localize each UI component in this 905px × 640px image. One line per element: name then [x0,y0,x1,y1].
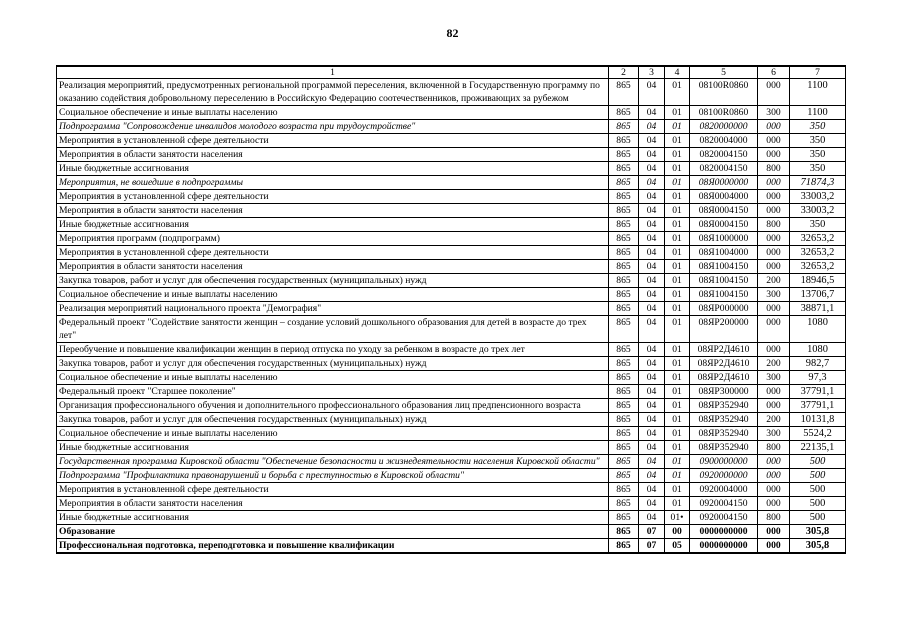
ministry-code-cell: 865 [609,525,639,539]
ministry-code-cell: 865 [609,79,639,106]
section-code-cell: 07 [639,525,665,539]
expense-type-code-cell: 000 [758,483,790,497]
amount-cell: 1100 [790,106,846,120]
target-article-code-cell: 08ЯР200000 [690,316,758,343]
target-article-code-cell: 0900000000 [690,455,758,469]
target-article-code-cell: 08Я0004150 [690,204,758,218]
section-code-cell: 04 [639,483,665,497]
table-row [57,441,846,455]
item-name-cell: Закупка товаров, работ и услуг для обеспечения государственных (муниципальных) нужд [57,357,609,371]
item-name-cell: Мероприятия программ (подпрограмм) [57,232,609,246]
section-code-cell: 04 [639,385,665,399]
column-header: 3 [639,66,665,79]
section-code-cell: 04 [639,190,665,204]
expense-type-code-cell: 000 [758,525,790,539]
page-number: 82 [446,26,459,40]
expense-type-code-cell: 000 [758,176,790,190]
subsection-code-cell: 01 [665,176,690,190]
item-name-cell: Социальное обеспечение и иные выплаты населению [57,288,609,302]
subsection-code-cell: 01• [665,511,690,525]
amount-cell: 500 [790,511,846,525]
section-code-cell: 04 [639,343,665,357]
expense-type-code-cell: 000 [758,399,790,413]
subsection-code-cell: 00 [665,525,690,539]
item-name-cell: Иные бюджетные ассигнования [57,511,609,525]
item-name-cell: Мероприятия в установленной сфере деятельности [57,134,609,148]
column-header: 1 [57,66,609,79]
section-code-cell: 04 [639,288,665,302]
item-name-cell: Реализация мероприятий национального проекта "Демография" [57,302,609,316]
table-row [57,246,846,260]
target-article-code-cell: 08ЯР352940 [690,399,758,413]
item-name-cell: Социальное обеспечение и иные выплаты населению [57,427,609,441]
budget-table [56,65,846,554]
section-code-cell: 04 [639,357,665,371]
item-name-cell: Образование [57,525,609,539]
column-header: 4 [665,66,690,79]
amount-cell: 350 [790,148,846,162]
ministry-code-cell: 865 [609,399,639,413]
table-row [57,204,846,218]
ministry-code-cell: 865 [609,511,639,525]
target-article-code-cell: 0000000000 [690,525,758,539]
table-row [57,316,846,343]
item-name-cell: Реализация мероприятий, предусмотренных региональной программой переселения, включенной в Государственную программу по оказанию содействия добровольному переселению в Российскую Федерацию соотечественников, проживающих за рубежом [57,79,609,106]
section-code-cell: 04 [639,162,665,176]
item-name-cell: Федеральный проект "Старшее поколение" [57,385,609,399]
section-code-cell: 04 [639,134,665,148]
ministry-code-cell: 865 [609,316,639,343]
table-row [57,399,846,413]
section-code-cell: 04 [639,274,665,288]
subsection-code-cell: 01 [665,302,690,316]
table-row [57,190,846,204]
section-code-cell: 04 [639,106,665,120]
expense-type-code-cell: 000 [758,232,790,246]
column-header: 6 [758,66,790,79]
target-article-code-cell: 0820000000 [690,120,758,134]
item-name-cell: Закупка товаров, работ и услуг для обеспечения государственных (муниципальных) нужд [57,413,609,427]
amount-cell: 13706,7 [790,288,846,302]
amount-cell: 97,3 [790,371,846,385]
amount-cell: 22135,1 [790,441,846,455]
amount-cell: 500 [790,497,846,511]
subsection-code-cell: 01 [665,246,690,260]
target-article-code-cell: 08ЯР2Д4610 [690,343,758,357]
target-article-code-cell: 08Я1000000 [690,232,758,246]
expense-type-code-cell: 000 [758,497,790,511]
section-code-cell: 04 [639,316,665,343]
section-code-cell: 04 [639,469,665,483]
subsection-code-cell: 01 [665,134,690,148]
item-name-cell: Профессиональная подготовка, переподготовка и повышение квалификации [57,539,609,554]
section-code-cell: 04 [639,441,665,455]
target-article-code-cell: 08100R0860 [690,79,758,106]
table-row [57,413,846,427]
table-row [57,511,846,525]
column-header: 5 [690,66,758,79]
amount-cell: 500 [790,483,846,497]
target-article-code-cell: 08Я1004000 [690,246,758,260]
section-code-cell: 04 [639,427,665,441]
ministry-code-cell: 865 [609,134,639,148]
target-article-code-cell: 0920004150 [690,497,758,511]
table-row [57,302,846,316]
target-article-code-cell: 08Я1004150 [690,260,758,274]
target-article-code-cell: 08Я1004150 [690,274,758,288]
subsection-code-cell: 05 [665,539,690,554]
ministry-code-cell: 865 [609,343,639,357]
table-header-row [57,66,846,79]
subsection-code-cell: 01 [665,316,690,343]
expense-type-code-cell: 000 [758,190,790,204]
amount-cell: 350 [790,120,846,134]
target-article-code-cell: 08ЯР000000 [690,302,758,316]
expense-type-code-cell: 300 [758,427,790,441]
table-row [57,288,846,302]
table-row [57,385,846,399]
subsection-code-cell: 01 [665,469,690,483]
item-name-cell: Социальное обеспечение и иные выплаты населению [57,106,609,120]
target-article-code-cell: 08ЯР352940 [690,413,758,427]
item-name-cell: Мероприятия в установленной сфере деятельности [57,483,609,497]
section-code-cell: 04 [639,176,665,190]
expense-type-code-cell: 000 [758,302,790,316]
section-code-cell: 04 [639,79,665,106]
table-row [57,162,846,176]
ministry-code-cell: 865 [609,469,639,483]
ministry-code-cell: 865 [609,274,639,288]
subsection-code-cell: 01 [665,483,690,497]
amount-cell: 500 [790,455,846,469]
target-article-code-cell: 08ЯР2Д4610 [690,371,758,385]
item-name-cell: Мероприятия в установленной сфере деятельности [57,190,609,204]
table-row [57,497,846,511]
ministry-code-cell: 865 [609,106,639,120]
section-code-cell: 04 [639,399,665,413]
subsection-code-cell: 01 [665,274,690,288]
ministry-code-cell: 865 [609,162,639,176]
amount-cell: 37791,1 [790,399,846,413]
expense-type-code-cell: 000 [758,316,790,343]
ministry-code-cell: 865 [609,190,639,204]
item-name-cell: Мероприятия в области занятости населения [57,148,609,162]
expense-type-code-cell: 000 [758,134,790,148]
section-code-cell: 04 [639,246,665,260]
target-article-code-cell: 0820004000 [690,134,758,148]
amount-cell: 32653,2 [790,260,846,274]
item-name-cell: Мероприятия в установленной сфере деятельности [57,246,609,260]
item-name-cell: Мероприятия в области занятости населения [57,204,609,218]
amount-cell: 32653,2 [790,232,846,246]
subsection-code-cell: 01 [665,162,690,176]
ministry-code-cell: 865 [609,232,639,246]
column-header: 2 [609,66,639,79]
amount-cell: 305,8 [790,525,846,539]
ministry-code-cell: 865 [609,427,639,441]
amount-cell: 33003,2 [790,204,846,218]
table-row [57,343,846,357]
subsection-code-cell: 01 [665,120,690,134]
expense-type-code-cell: 000 [758,204,790,218]
item-name-cell: Иные бюджетные ассигнования [57,218,609,232]
amount-cell: 38871,1 [790,302,846,316]
ministry-code-cell: 865 [609,413,639,427]
target-article-code-cell: 0820004150 [690,148,758,162]
target-article-code-cell: 0000000000 [690,539,758,554]
table-body [57,79,846,554]
subsection-code-cell: 01 [665,455,690,469]
table-row [57,106,846,120]
target-article-code-cell: 08ЯР352940 [690,441,758,455]
subsection-code-cell: 01 [665,399,690,413]
expense-type-code-cell: 300 [758,106,790,120]
subsection-code-cell: 01 [665,260,690,274]
target-article-code-cell: 08Я1004150 [690,288,758,302]
expense-type-code-cell: 000 [758,343,790,357]
ministry-code-cell: 865 [609,455,639,469]
table-row [57,148,846,162]
target-article-code-cell: 08ЯР2Д4610 [690,357,758,371]
item-name-cell: Мероприятия в области занятости населения [57,260,609,274]
amount-cell: 71874,3 [790,176,846,190]
target-article-code-cell: 08Я0000000 [690,176,758,190]
section-code-cell: 04 [639,260,665,274]
subsection-code-cell: 01 [665,288,690,302]
ministry-code-cell: 865 [609,371,639,385]
subsection-code-cell: 01 [665,371,690,385]
item-name-cell: Подпрограмма "Профилактика правонарушений и борьба с преступностью в Кировской области" [57,469,609,483]
section-code-cell: 04 [639,455,665,469]
target-article-code-cell: 0920004150 [690,511,758,525]
table-row [57,218,846,232]
item-name-cell: Мероприятия, не вошедшие в подпрограммы [57,176,609,190]
expense-type-code-cell: 000 [758,455,790,469]
subsection-code-cell: 01 [665,232,690,246]
ministry-code-cell: 865 [609,357,639,371]
amount-cell: 32653,2 [790,246,846,260]
expense-type-code-cell: 300 [758,288,790,302]
table-row [57,260,846,274]
section-code-cell: 04 [639,218,665,232]
column-header: 7 [790,66,846,79]
amount-cell: 1080 [790,343,846,357]
target-article-code-cell: 08Я0004150 [690,218,758,232]
expense-type-code-cell: 000 [758,246,790,260]
amount-cell: 305,8 [790,539,846,554]
section-code-cell: 04 [639,511,665,525]
ministry-code-cell: 865 [609,539,639,554]
subsection-code-cell: 01 [665,204,690,218]
amount-cell: 982,7 [790,357,846,371]
expense-type-code-cell: 000 [758,79,790,106]
target-article-code-cell: 0920000000 [690,469,758,483]
subsection-code-cell: 01 [665,413,690,427]
subsection-code-cell: 01 [665,218,690,232]
subsection-code-cell: 01 [665,106,690,120]
subsection-code-cell: 01 [665,497,690,511]
amount-cell: 350 [790,134,846,148]
amount-cell: 37791,1 [790,385,846,399]
table-row [57,483,846,497]
section-code-cell: 04 [639,413,665,427]
expense-type-code-cell: 000 [758,539,790,554]
target-article-code-cell: 0920004000 [690,483,758,497]
expense-type-code-cell: 000 [758,469,790,483]
section-code-cell: 04 [639,232,665,246]
table-row [57,357,846,371]
table-row [57,539,846,554]
subsection-code-cell: 01 [665,148,690,162]
expense-type-code-cell: 200 [758,274,790,288]
table-row [57,176,846,190]
subsection-code-cell: 01 [665,427,690,441]
item-name-cell: Закупка товаров, работ и услуг для обеспечения государственных (муниципальных) нужд [57,274,609,288]
target-article-code-cell: 08100R0860 [690,106,758,120]
amount-cell: 18946,5 [790,274,846,288]
subsection-code-cell: 01 [665,190,690,204]
item-name-cell: Иные бюджетные ассигнования [57,441,609,455]
ministry-code-cell: 865 [609,288,639,302]
item-name-cell: Государственная программа Кировской области "Обеспечение безопасности и жизнедеятельности населения Кировской области" [57,455,609,469]
ministry-code-cell: 865 [609,385,639,399]
amount-cell: 5524,2 [790,427,846,441]
amount-cell: 500 [790,469,846,483]
table-row [57,232,846,246]
ministry-code-cell: 865 [609,176,639,190]
item-name-cell: Подпрограмма "Сопровождение инвалидов молодого возраста при трудоустройстве" [57,120,609,134]
item-name-cell: Иные бюджетные ассигнования [57,162,609,176]
expense-type-code-cell: 800 [758,162,790,176]
subsection-code-cell: 01 [665,79,690,106]
item-name-cell: Федеральный проект "Содействие занятости женщин – создание условий дошкольного образования для детей в возрасте до трех лет" [57,316,609,343]
table-row [57,371,846,385]
ministry-code-cell: 865 [609,218,639,232]
table-row [57,274,846,288]
section-code-cell: 04 [639,497,665,511]
table-row [57,427,846,441]
expense-type-code-cell: 800 [758,441,790,455]
amount-cell: 350 [790,218,846,232]
table-row [57,79,846,106]
item-name-cell: Социальное обеспечение и иные выплаты населению [57,371,609,385]
expense-type-code-cell: 000 [758,120,790,134]
subsection-code-cell: 01 [665,385,690,399]
target-article-code-cell: 08Я0004000 [690,190,758,204]
item-name-cell: Организация профессионального обучения и дополнительного профессионального образования лиц предпенсионного возраста [57,399,609,413]
section-code-cell: 04 [639,120,665,134]
table-row [57,134,846,148]
ministry-code-cell: 865 [609,497,639,511]
amount-cell: 1080 [790,316,846,343]
table-row [57,455,846,469]
expense-type-code-cell: 200 [758,413,790,427]
target-article-code-cell: 08ЯР352940 [690,427,758,441]
subsection-code-cell: 01 [665,441,690,455]
section-code-cell: 04 [639,148,665,162]
expense-type-code-cell: 000 [758,260,790,274]
subsection-code-cell: 01 [665,357,690,371]
ministry-code-cell: 865 [609,302,639,316]
expense-type-code-cell: 000 [758,385,790,399]
expense-type-code-cell: 200 [758,357,790,371]
target-article-code-cell: 08ЯР300000 [690,385,758,399]
ministry-code-cell: 865 [609,120,639,134]
table-row [57,120,846,134]
expense-type-code-cell: 800 [758,511,790,525]
section-code-cell: 04 [639,204,665,218]
expense-type-code-cell: 000 [758,148,790,162]
amount-cell: 350 [790,162,846,176]
section-code-cell: 04 [639,302,665,316]
expense-type-code-cell: 300 [758,371,790,385]
ministry-code-cell: 865 [609,260,639,274]
item-name-cell: Переобучение и повышение квалификации женщин в период отпуска по уходу за ребенком в возрасте до трех лет [57,343,609,357]
target-article-code-cell: 0820004150 [690,162,758,176]
item-name-cell: Мероприятия в области занятости населения [57,497,609,511]
section-code-cell: 04 [639,371,665,385]
amount-cell: 1100 [790,79,846,106]
ministry-code-cell: 865 [609,204,639,218]
ministry-code-cell: 865 [609,483,639,497]
subsection-code-cell: 01 [665,343,690,357]
expense-type-code-cell: 800 [758,218,790,232]
ministry-code-cell: 865 [609,246,639,260]
ministry-code-cell: 865 [609,441,639,455]
table-row [57,469,846,483]
section-code-cell: 07 [639,539,665,554]
amount-cell: 33003,2 [790,190,846,204]
ministry-code-cell: 865 [609,148,639,162]
table-row [57,525,846,539]
amount-cell: 10131,8 [790,413,846,427]
